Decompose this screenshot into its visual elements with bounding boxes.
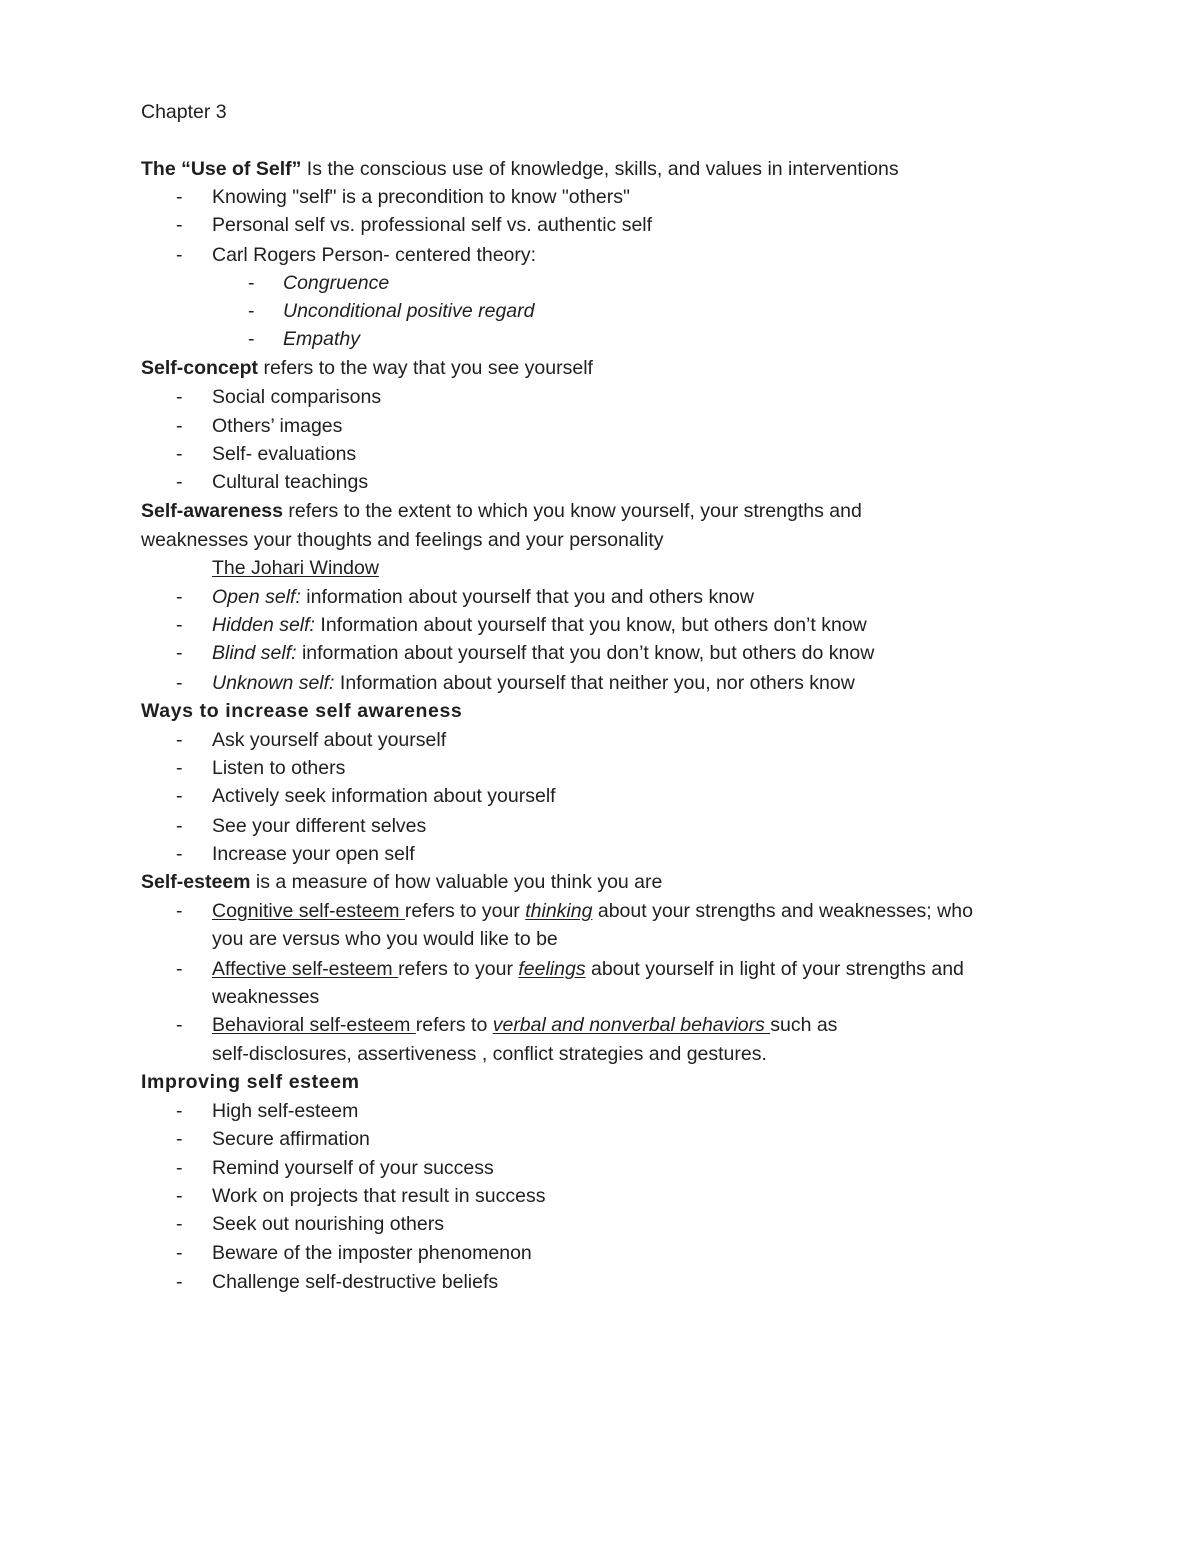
chapter-title: Chapter 3 (141, 101, 227, 123)
self-esteem-definition (141, 870, 662, 894)
list-item: Secure affirmation (212, 1128, 370, 1150)
bullet-dash: - (176, 843, 183, 865)
affective-continuation: weaknesses (212, 986, 320, 1008)
cognitive-mid: refers to your (404, 900, 526, 922)
bullet-dash: - (176, 586, 183, 608)
bullet-dash: - (176, 1185, 183, 1207)
bullet-dash: - (176, 785, 183, 807)
self-concept-term: Self-concept (141, 357, 259, 379)
sub-list-item: Empathy (283, 328, 360, 350)
bullet-dash: - (176, 614, 183, 636)
list-item: Social comparisons (212, 386, 382, 408)
johari-window-title: The Johari Window (212, 557, 379, 579)
bullet-dash: - (176, 729, 183, 751)
list-item: Actively seek information about yourself (212, 785, 556, 807)
list-item: Carl Rogers Person- centered theory: (212, 244, 537, 266)
bullet-dash: - (176, 958, 183, 980)
johari-term: Blind self: (212, 642, 297, 664)
bullet-dash: - (176, 900, 183, 922)
bullet-dash: - (248, 272, 255, 294)
sub-list-item: Congruence (283, 272, 390, 294)
behavioral-term: Behavioral self-esteem (212, 1014, 416, 1036)
list-item: Self- evaluations (212, 443, 357, 465)
affective-key: feelings (518, 958, 586, 980)
johari-term: Open self: (212, 586, 301, 608)
bullet-dash: - (176, 672, 183, 694)
bullet-dash: - (176, 244, 183, 266)
behavioral-continuation: self-disclosures, assertiveness , conflict strategies and gestures. (212, 1043, 767, 1065)
bullet-dash: - (176, 757, 183, 779)
behavioral-rest: such as (770, 1014, 838, 1036)
list-item: Challenge self-destructive beliefs (212, 1271, 499, 1293)
list-item: Listen to others (212, 757, 346, 779)
bullet-dash: - (176, 1271, 183, 1293)
use-of-self-definition (141, 157, 899, 181)
behavioral-key: verbal and nonverbal behaviors (492, 1014, 771, 1036)
cognitive-self-esteem (212, 899, 973, 923)
johari-item-open (212, 585, 754, 609)
bullet-dash: - (176, 214, 183, 236)
johari-text: Information about yourself that you know, but others don’t know (314, 614, 867, 636)
use-of-self-term: The “Use of Self” (141, 158, 302, 180)
self-concept-text: refers to the way that you see yourself (258, 357, 593, 379)
cognitive-term: Cognitive self-esteem (212, 900, 405, 922)
use-of-self-text: Is the conscious use of knowledge, skills, and values in interventions (301, 158, 899, 180)
behavioral-self-esteem (212, 1013, 837, 1037)
bullet-dash: - (176, 471, 183, 493)
johari-text: information about yourself that you don’t know, but others do know (296, 642, 875, 664)
list-item: High self-esteem (212, 1100, 359, 1122)
bullet-dash: - (248, 328, 255, 350)
johari-item-blind (212, 641, 874, 665)
affective-mid: refers to your (398, 958, 519, 980)
johari-item-unknown (212, 671, 855, 695)
list-item: Remind yourself of your success (212, 1157, 494, 1179)
johari-term: Unknown self: (212, 672, 335, 694)
list-item: Seek out nourishing others (212, 1213, 444, 1235)
bullet-dash: - (176, 815, 183, 837)
list-item: Knowing "self" is a precondition to know "others" (212, 186, 630, 208)
bullet-dash: - (176, 1157, 183, 1179)
self-esteem-term: Self-esteem (141, 871, 251, 893)
bullet-dash: - (248, 300, 255, 322)
list-item: Work on projects that result in success (212, 1185, 546, 1207)
johari-term: Hidden self: (212, 614, 315, 636)
self-awareness-text: refers to the extent to which you know yourself, your strengths and (283, 500, 862, 522)
list-item: Ask yourself about yourself (212, 729, 447, 751)
bullet-dash: - (176, 1213, 183, 1235)
list-item: Personal self vs. professional self vs. authentic self (212, 214, 653, 236)
list-item: Beware of the imposter phenomenon (212, 1242, 532, 1264)
bullet-dash: - (176, 1242, 183, 1264)
bullet-dash: - (176, 1100, 183, 1122)
johari-text: Information about yourself that neither you, nor others know (334, 672, 855, 694)
affective-rest: about yourself in light of your strengths and (585, 958, 964, 980)
list-item: Others’ images (212, 415, 343, 437)
bullet-dash: - (176, 443, 183, 465)
bullet-dash: - (176, 642, 183, 664)
self-esteem-text: is a measure of how valuable you think you are (250, 871, 663, 893)
cognitive-continuation: you are versus who you would like to be (212, 928, 558, 950)
improving-heading: Improving self esteem (141, 1071, 360, 1093)
affective-self-esteem (212, 957, 964, 981)
affective-term: Affective self-esteem (212, 958, 399, 980)
behavioral-mid: refers to (415, 1014, 493, 1036)
bullet-dash: - (176, 1014, 183, 1036)
bullet-dash: - (176, 1128, 183, 1150)
self-awareness-term: Self-awareness (141, 500, 283, 522)
self-awareness-continuation: weaknesses your thoughts and feelings and your personality (141, 529, 664, 551)
johari-item-hidden (212, 613, 867, 637)
ways-heading: Ways to increase self awareness (141, 700, 463, 722)
list-item: Increase your open self (212, 843, 415, 865)
bullet-dash: - (176, 186, 183, 208)
bullet-dash: - (176, 386, 183, 408)
johari-text: information about yourself that you and others know (300, 586, 754, 608)
cognitive-key: thinking (525, 900, 593, 922)
list-item: See your different selves (212, 815, 427, 837)
bullet-dash: - (176, 415, 183, 437)
sub-list-item: Unconditional positive regard (283, 300, 535, 322)
self-awareness-definition (141, 499, 862, 523)
list-item: Cultural teachings (212, 471, 369, 493)
cognitive-rest: about your strengths and weaknesses; who (592, 900, 973, 922)
self-concept-definition (141, 356, 593, 380)
